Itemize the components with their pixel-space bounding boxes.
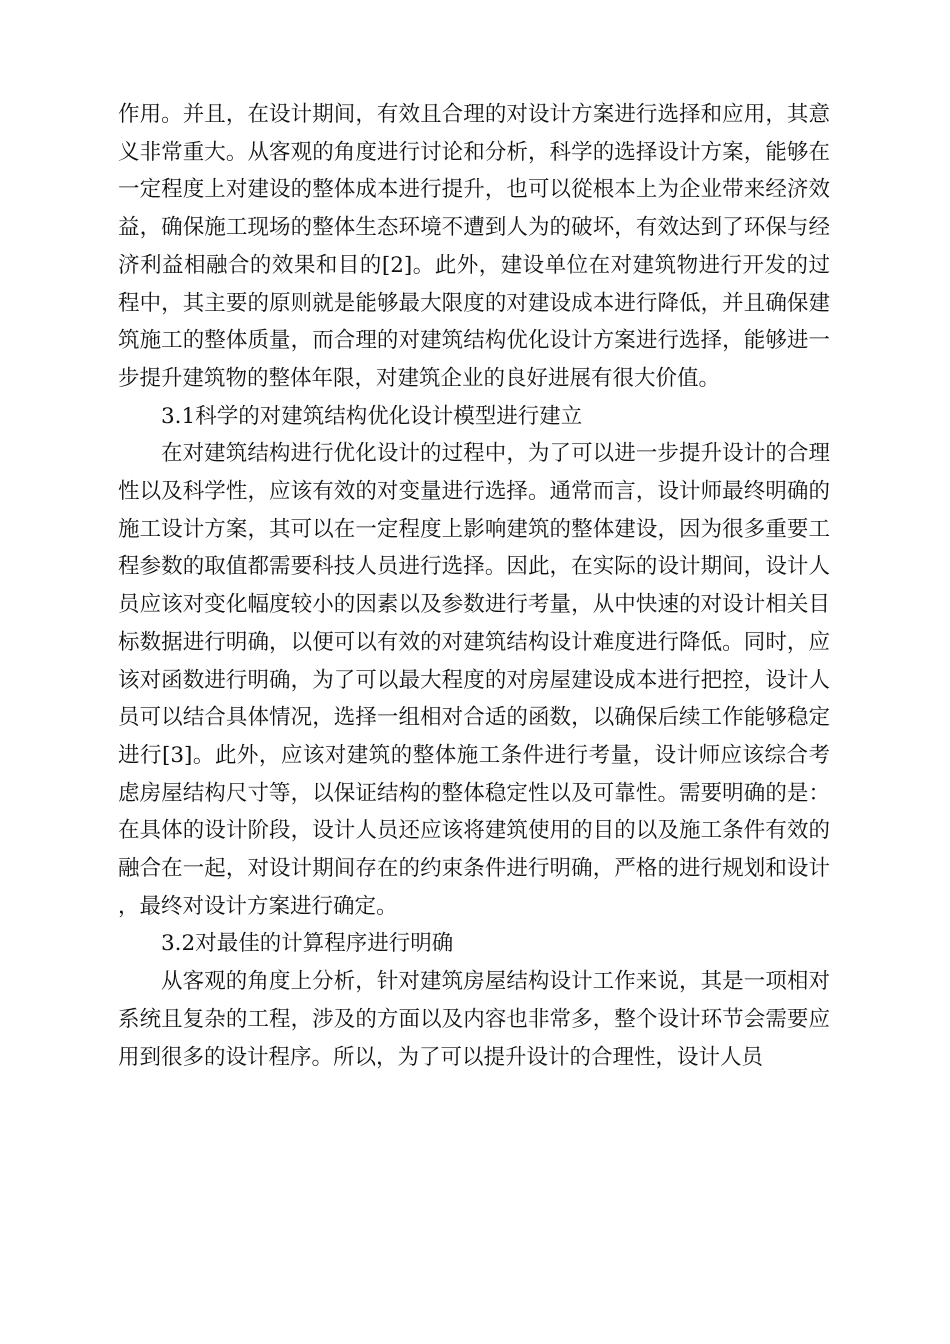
paragraph-intro: 作用。并且，在设计期间，有效且合理的对设计方案进行选择和应用，其意义非常重大。从客观的角度进行讨论和分析，科学的选择设计方案，能够在一定程度上对建设的整体成本进行提升，也可以從根本上为企业带来经济效益，确保施工现场的整体生态环境不遭到人为的破坏，有效达到了环保与经济利益相融合的效果和目的[2]。此外，建设单位在对建筑物进行开发的过程中，其主要的原则就是能够最大限度的对建设成本进行降低，并且确保建筑施工的整体质量，而合理的对建筑结构优化设计方案进行选择，能够进一步提升建筑物的整体年限，对建筑企业的良好进展有很大价值。 <box>118 102 830 391</box>
section-heading-3-2: 3.2对最佳的计算程序进行明确 <box>161 931 454 957</box>
paragraph-3-2: 从客观的角度上分析，针对建筑房屋结构设计工作来说，其是一项相对系统且复杂的工程，涉及的方面以及内容也非常多，整个设计环节会需要应用到很多的设计程序。所以，为了可以提升设计的合理性，设计人员 <box>118 969 830 1070</box>
document-page <box>118 96 830 1076</box>
section-heading-3-1: 3.1科学的对建筑结构优化设计模型进行建立 <box>161 403 583 429</box>
paragraph-3-1: 在对建筑结构进行优化设计的过程中，为了可以进一步提升设计的合理性以及科学性，应该有效的对变量进行选择。通常而言，设计师最终明确的施工设计方案，其可以在一定程度上影响建筑的整体建设，因为很多重要工程参数的取值都需要科技人员进行选择。因此，在实际的设计期间，设计人员应该对变化幅度较小的因素以及参数进行考量，从中快速的对设计相关目标数据进行明确，以便可以有效的对建筑结构设计难度进行降低。同时，应该对函数进行明确，为了可以最大程度的对房屋建设成本进行把控，设计人员可以结合具体情况，选择一组相对合适的函数，以确保后续工作能够稳定进行[3]。此外，应该对建筑的整体施工条件进行考量，设计师应该综合考虑房屋结构尺寸等，以保证结构的整体稳定性以及可靠性。需要明确的是：在具体的设计阶段，设计人员还应该将建筑使用的目的以及施工条件有效的融合在一起，对设计期间存在的约束条件进行明确，严格的进行规划和设计，最终对设计方案进行确定。 <box>118 441 830 919</box>
